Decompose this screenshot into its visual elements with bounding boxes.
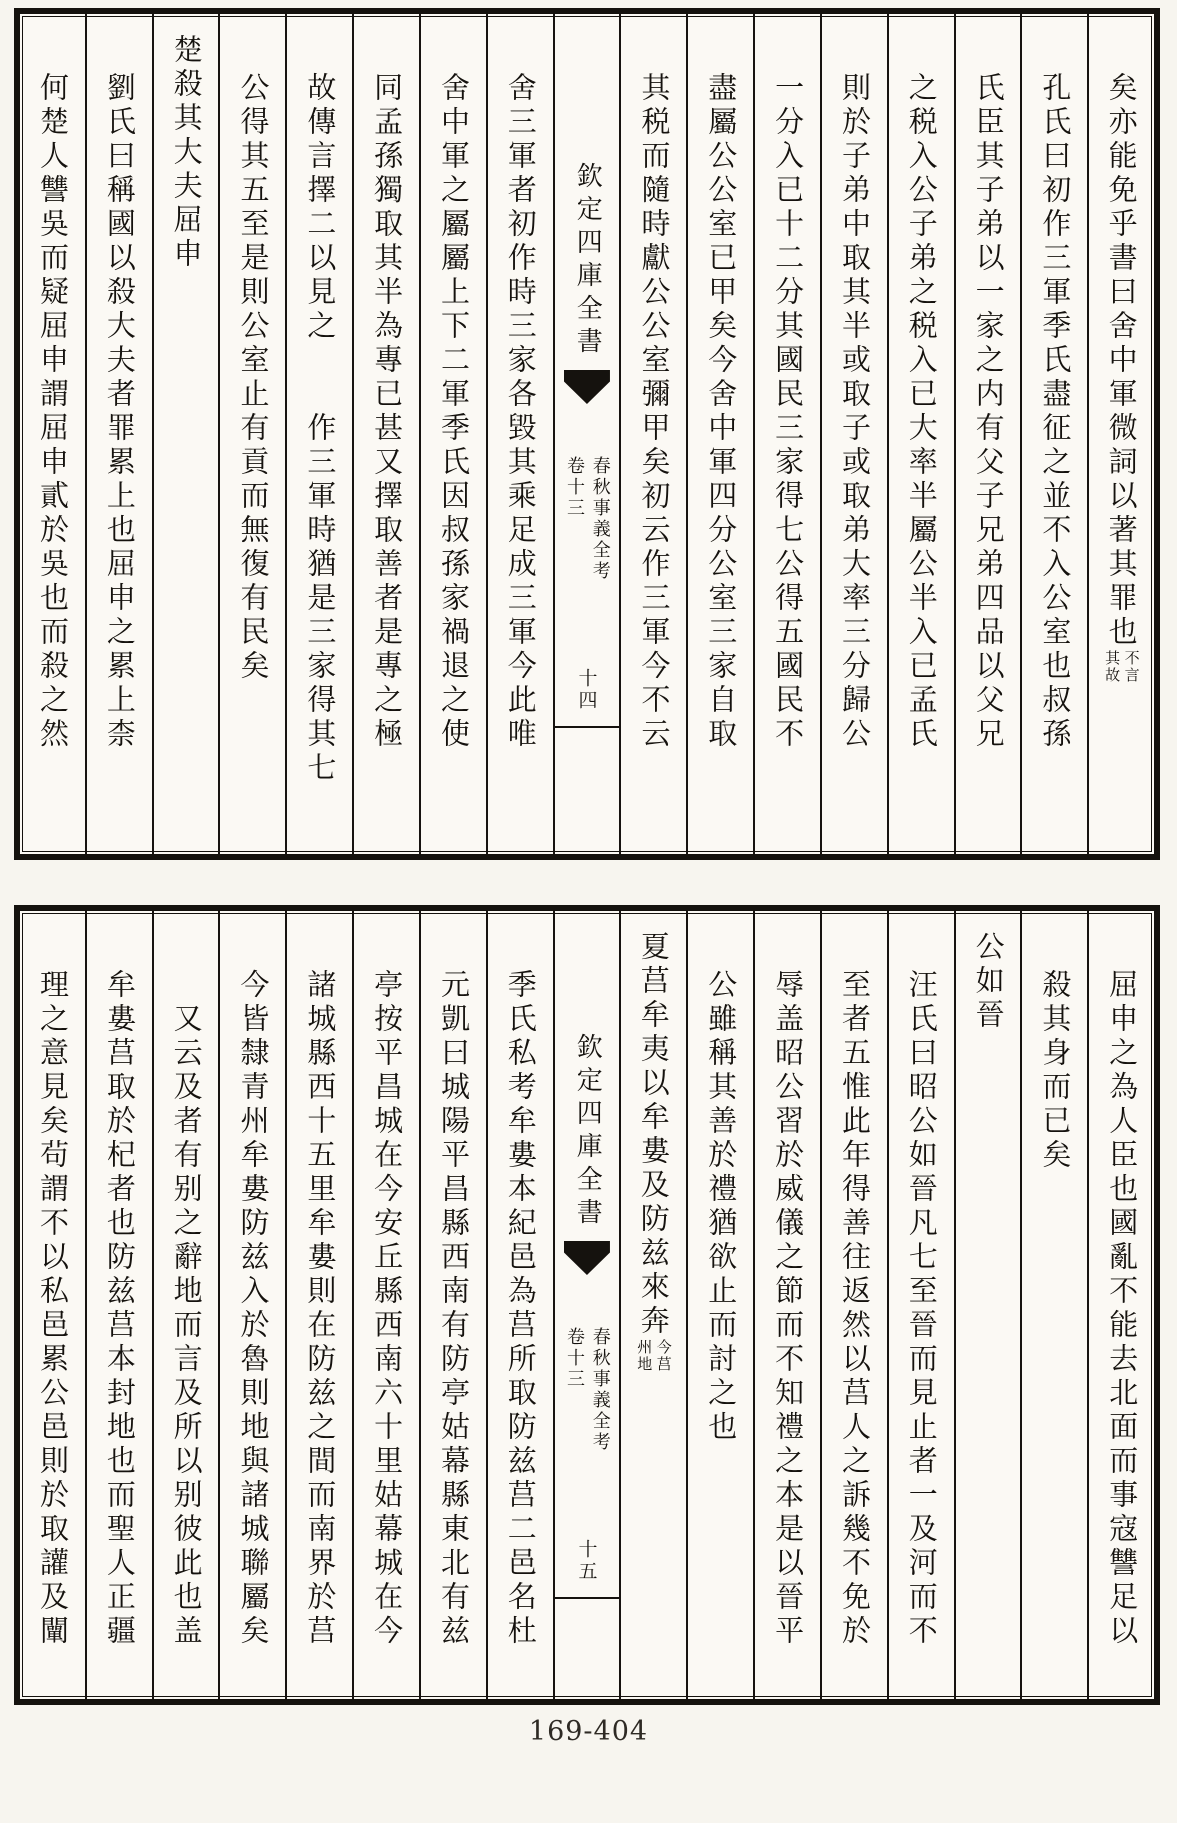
vertical-text xyxy=(637,14,670,854)
column-text: 其税而隨時獻公公室彌甲矣初云作三軍今不云 xyxy=(637,72,672,752)
vertical-text xyxy=(102,14,135,854)
fishtail-ornament xyxy=(564,1241,610,1275)
vertical-text xyxy=(36,14,69,854)
text-column xyxy=(887,911,954,1699)
column-text: 今皆隸青州牟婁防兹入於魯則地與諸城聯屬矣 xyxy=(236,969,271,1649)
text-column xyxy=(954,14,1021,854)
column-text: 公得其五至是則公室止有貢而無復有民矣 xyxy=(236,72,271,684)
column-text: 季氏私考牟婁本紀邑為莒所取防兹莒二邑名杜 xyxy=(503,969,538,1649)
vertical-text xyxy=(303,911,336,1699)
vertical-text xyxy=(303,14,336,854)
text-column xyxy=(686,14,753,854)
page-number-footer: 169-404 xyxy=(528,1716,649,1747)
vertical-text xyxy=(1038,911,1071,1699)
note-left-line: 州地 xyxy=(635,1339,654,1373)
column-text: 一分入已十二分其國民三家得七公得五國民不 xyxy=(771,72,806,752)
center-spine-column xyxy=(553,911,620,1699)
column-text: 盡屬公公室已甲矣今舍中軍四分公室三家自取 xyxy=(704,72,739,752)
column-text: 孔氏曰初作三軍季氏盡征之並不入公室也叔孫 xyxy=(1038,72,1073,752)
vertical-text xyxy=(36,911,69,1699)
text-column xyxy=(20,14,85,854)
spine-rule xyxy=(555,1597,620,1599)
text-column xyxy=(285,911,352,1699)
vertical-text xyxy=(904,14,937,854)
text-column xyxy=(686,911,753,1699)
spine-rule xyxy=(555,726,620,728)
column-text: 氏臣其子弟以一家之内有父子兄弟四品以父兄 xyxy=(971,72,1006,752)
text-column xyxy=(285,14,352,854)
work-title: 春秋事義全考 xyxy=(589,456,611,582)
text-column xyxy=(152,14,219,854)
vertical-text xyxy=(236,911,269,1699)
vertical-text xyxy=(904,911,937,1699)
text-column xyxy=(1020,911,1087,1699)
vertical-text xyxy=(503,911,536,1699)
column-text: 何楚人讐吳而疑屈申謂屈申貳於吳也而殺之然 xyxy=(36,72,70,752)
column-text: 矣亦能免乎書曰舍中軍微詞以著其罪也 xyxy=(1104,72,1139,650)
vertical-text xyxy=(704,14,737,854)
vertical-text xyxy=(1104,14,1140,854)
column-text: 楚殺其大夫屈申 xyxy=(169,34,204,272)
chapter-label: 卷十三 xyxy=(563,1327,585,1390)
column-text: 同孟孫獨取其半為專已甚又擇取善者是專之極 xyxy=(370,72,405,752)
vertical-text xyxy=(169,14,202,854)
text-column xyxy=(753,911,820,1699)
page-block-top xyxy=(14,8,1160,860)
column-text: 劉氏曰稱國以殺大夫者罪累上也屈申之累上柰 xyxy=(102,72,137,752)
siku-banner-title: 欽定四庫全書 xyxy=(572,1033,603,1231)
column-text: 舍中軍之屬屬上下二軍季氏因叔孫家禍退之使 xyxy=(436,72,471,752)
column-text: 牟婁莒取於杞者也防兹莒本封地也而聖人正疆 xyxy=(102,969,137,1649)
column-text: 之税入公子弟之税入已大率半屬公半入已孟氏 xyxy=(904,72,939,752)
siku-banner-title: 欽定四庫全書 xyxy=(572,162,603,360)
interlinear-note xyxy=(1104,650,1140,684)
text-column xyxy=(85,14,152,854)
column-text: 舍三軍者初作時三家各毀其乘足成三軍今此唯 xyxy=(503,72,538,752)
vertical-text xyxy=(838,14,871,854)
text-column xyxy=(352,14,419,854)
column-text: 元凱曰城陽平昌縣西南有防亭姑幕縣東北有兹 xyxy=(436,969,471,1649)
column-text: 殺其身而已矣 xyxy=(1038,969,1073,1173)
text-column xyxy=(85,911,152,1699)
column-text: 辱盖昭公習於威儀之節而不知禮之本是以晉平 xyxy=(771,969,806,1649)
text-column xyxy=(419,911,486,1699)
column-text: 公雖稱其善於禮猶欲止而討之也 xyxy=(704,969,739,1445)
column-grid xyxy=(20,911,1154,1699)
vertical-text xyxy=(971,911,1004,1699)
vertical-text xyxy=(370,14,403,854)
note-right-line: 不言 xyxy=(1122,650,1141,684)
vertical-text xyxy=(971,14,1004,854)
column-text: 故傳言擇二以見之 xyxy=(303,72,338,344)
folio-page-number: 十五 xyxy=(575,1539,598,1583)
column-text: 理之意見矣茍謂不以私邑累公邑則於取讙及闡 xyxy=(36,969,70,1649)
vertical-text xyxy=(771,911,804,1699)
column-grid xyxy=(20,14,1154,854)
text-column xyxy=(152,911,219,1699)
column-text: 至者五惟此年得善往返然以莒人之訴幾不免於 xyxy=(837,969,872,1649)
vertical-text xyxy=(1038,14,1071,854)
text-column xyxy=(619,911,686,1699)
text-column xyxy=(954,911,1021,1699)
vertical-text xyxy=(437,911,470,1699)
text-column xyxy=(352,911,419,1699)
text-column xyxy=(1087,14,1154,854)
vertical-text xyxy=(169,911,202,1699)
vertical-text xyxy=(838,911,871,1699)
work-title: 春秋事義全考 xyxy=(589,1327,611,1453)
vertical-text xyxy=(370,911,403,1699)
note-left-line: 其故 xyxy=(1103,650,1122,684)
column-text: 又云及者有别之辭地而言及所以别彼此也盖 xyxy=(169,1003,204,1649)
text-column xyxy=(753,14,820,854)
text-column xyxy=(887,14,954,854)
text-column xyxy=(1087,911,1154,1699)
vertical-text xyxy=(771,14,804,854)
text-column xyxy=(419,14,486,854)
column-text: 夏莒牟夷以牟婁及防兹來奔 xyxy=(636,931,671,1339)
column-text: 則於子弟中取其半或取子或取弟大率三分歸公 xyxy=(837,72,872,752)
text-column xyxy=(820,14,887,854)
chapter-label: 卷十三 xyxy=(563,456,585,519)
vertical-text xyxy=(1105,911,1138,1699)
text-column xyxy=(820,911,887,1699)
note-right-line: 今莒 xyxy=(654,1339,673,1373)
vertical-text xyxy=(437,14,470,854)
text-column xyxy=(486,911,553,1699)
spine-subtitles xyxy=(564,1327,610,1453)
vertical-text xyxy=(236,14,269,854)
text-column xyxy=(218,911,285,1699)
column-text: 諸城縣西十五里牟婁則在防兹之間而南界於莒 xyxy=(303,969,338,1649)
interlinear-note xyxy=(636,1339,672,1373)
vertical-text xyxy=(636,911,672,1699)
vertical-text xyxy=(503,14,536,854)
column-text: 汪氏曰昭公如晉凡七至晉而見止者一及河而不 xyxy=(904,969,939,1649)
column-text: 屈申之為人臣也國亂不能去北面而事寇讐足以 xyxy=(1105,969,1140,1649)
folio-page-number: 十四 xyxy=(575,668,598,712)
text-column xyxy=(1020,14,1087,854)
page-block-bottom xyxy=(14,905,1160,1705)
vertical-text xyxy=(102,911,135,1699)
vertical-text xyxy=(704,911,737,1699)
text-column xyxy=(20,911,85,1699)
column-text-continued: 作三軍時猶是三家得其七 xyxy=(303,412,338,786)
spine-subtitles xyxy=(564,456,610,582)
column-text: 公如晉 xyxy=(971,931,1006,1033)
text-column xyxy=(486,14,553,854)
fishtail-ornament xyxy=(564,370,610,404)
text-column xyxy=(218,14,285,854)
column-text: 亭按平昌城在今安丘縣西南六十里姑幕城在今 xyxy=(370,969,405,1649)
text-column xyxy=(619,14,686,854)
center-spine-column xyxy=(553,14,620,854)
